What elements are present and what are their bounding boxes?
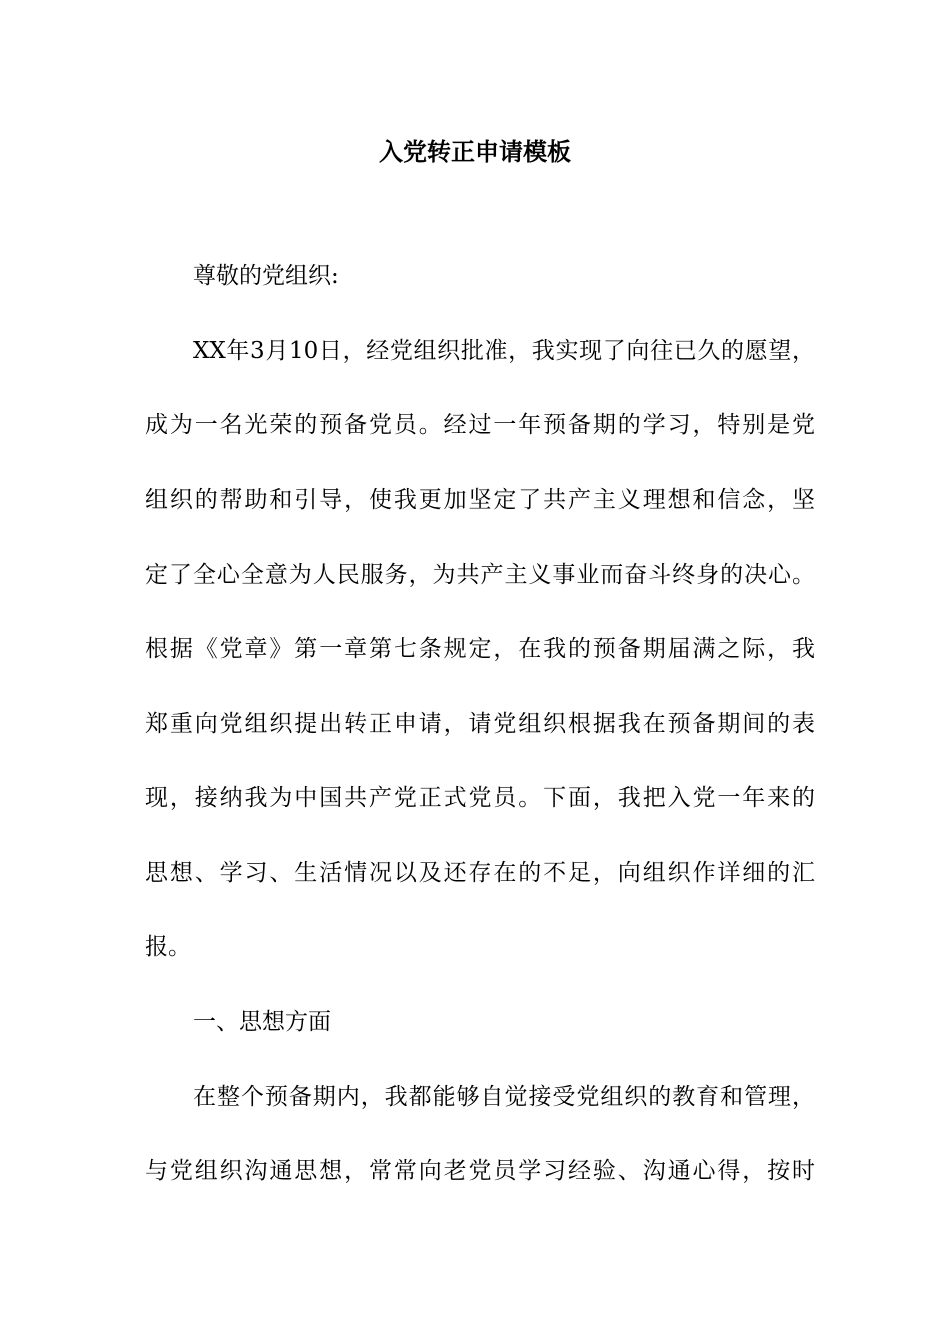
paragraph-line: XX年3月10日，经党组织批准，我实现了向往已久的愿望， — [193, 338, 815, 364]
document-title: 入党转正申请模板 — [379, 138, 571, 166]
section-heading: 一、思想方面 — [193, 1009, 331, 1035]
paragraph-line: 与党组织沟通思想，常常向老党员学习经验、沟通心得，按时 — [145, 1158, 815, 1184]
paragraph-line: 定了全心全意为人民服务，为共产主义事业而奋斗终身的决心。 — [145, 562, 815, 588]
paragraph-line: 根据《党章》第一章第七条规定，在我的预备期届满之际，我 — [145, 636, 815, 662]
paragraph-line: 在整个预备期内，我都能够自觉接受党组织的教育和管理， — [193, 1084, 815, 1110]
paragraph-line: 报。 — [145, 934, 191, 960]
salutation: 尊敬的党组织: — [193, 263, 339, 289]
paragraph-line: 郑重向党组织提出转正申请，请党组织根据我在预备期间的表 — [145, 711, 815, 737]
paragraph-line: 成为一名光荣的预备党员。经过一年预备期的学习，特别是党 — [145, 412, 815, 438]
paragraph-line: 现，接纳我为中国共产党正式党员。下面，我把入党一年来的 — [145, 785, 815, 811]
paragraph-line: 思想、学习、生活情况以及还存在的不足，向组织作详细的汇 — [145, 860, 815, 886]
paragraph-line: 组织的帮助和引导，使我更加坚定了共产主义理想和信念，坚 — [145, 487, 815, 513]
